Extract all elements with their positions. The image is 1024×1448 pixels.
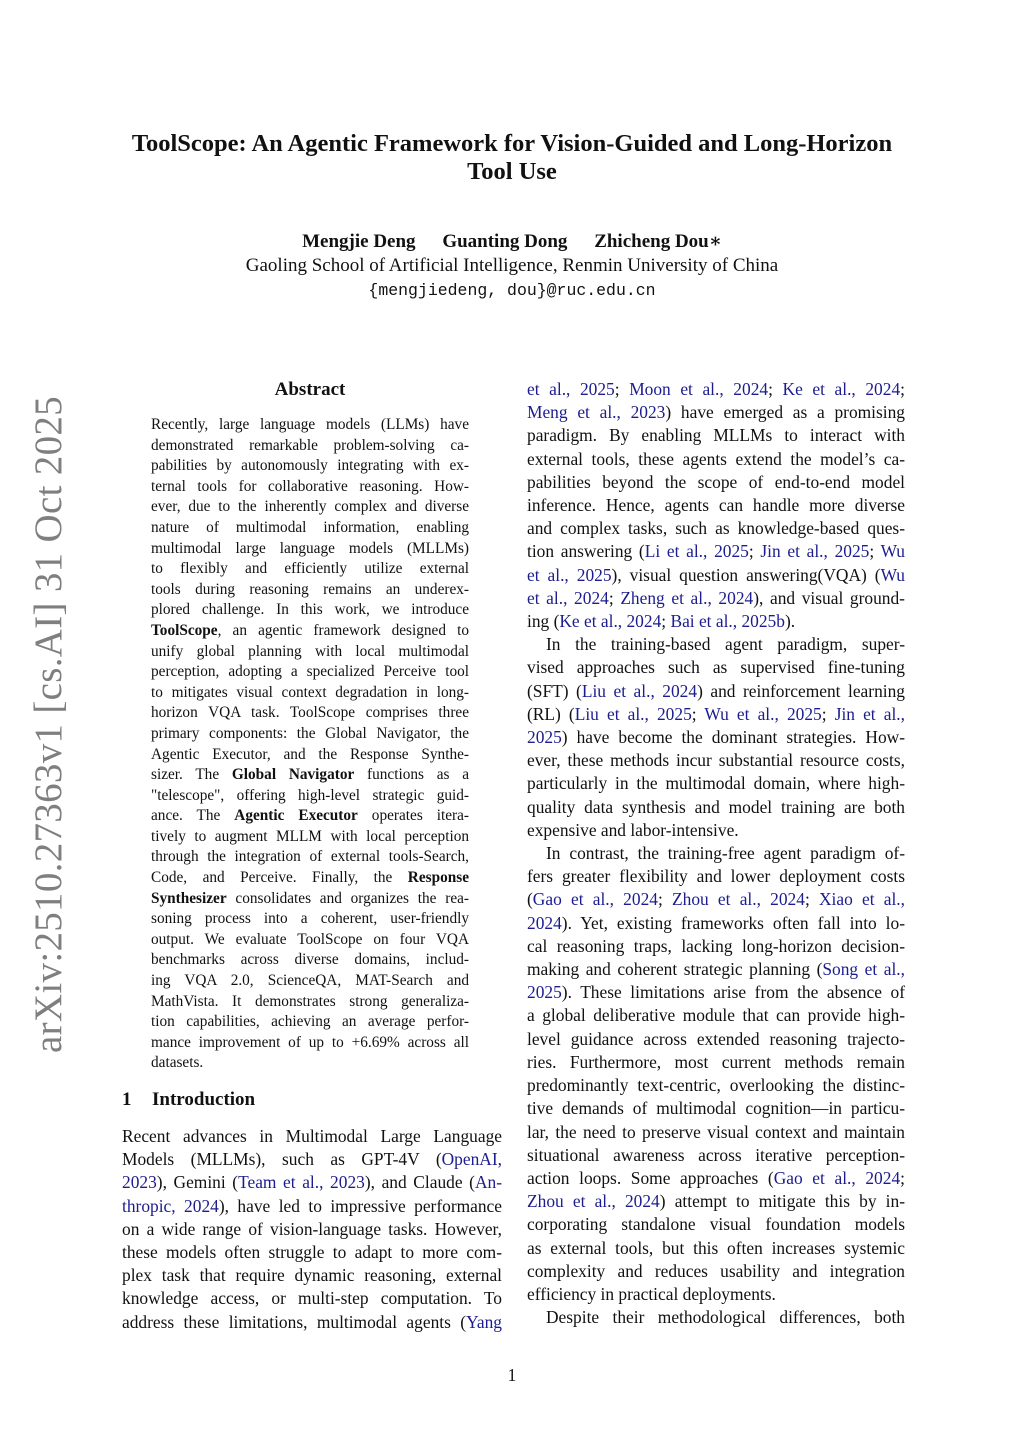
abstract-line: pabilities by autonomously integrating with ex-: [151, 457, 469, 475]
abstract-line: sizer. The Global Navigator functions as a: [151, 766, 469, 784]
abstract-line: tion capabilities, achieving an average perfor-: [151, 1013, 469, 1031]
citation-link[interactable]: Jin et al.,: [834, 703, 905, 724]
body-line: predominantly text-centric, overlooking the distinc-: [527, 1075, 905, 1096]
section-number: 1: [122, 1089, 132, 1110]
citation-link[interactable]: Bai et al., 2025b: [670, 611, 785, 632]
citation-link[interactable]: Moon et al., 2024: [629, 379, 769, 399]
citation-link[interactable]: Wu et al., 2025: [704, 703, 822, 724]
agentic-executor-term: Agentic Executor: [234, 807, 358, 825]
right-column: [527, 378, 905, 1329]
body-line: action loops. Some approaches (Gao et al., 2024;: [527, 1167, 905, 1188]
citation-link[interactable]: OpenAI,: [441, 1149, 502, 1170]
citation-link[interactable]: 2023: [122, 1172, 157, 1193]
body-line: et al., 2025; Moon et al., 2024; Ke et al., 2024;: [527, 379, 905, 399]
body-line: making and coherent strategic planning (Song et al.,: [527, 959, 905, 980]
body-line: paradigm. By enabling MLLMs to interact with: [527, 425, 905, 446]
citation-link[interactable]: An-: [474, 1172, 502, 1193]
author-name: Guanting Dong: [442, 231, 568, 252]
response-term: Response: [407, 869, 469, 887]
citation-link[interactable]: et al., 2024: [527, 587, 609, 608]
body-line: vised approaches such as supervised fine-tuning: [527, 657, 905, 678]
title-line-2: Tool Use: [467, 158, 557, 185]
abstract-line: nature of multimodal information, enabling: [151, 518, 469, 536]
body-line: tion answering (Li et al., 2025; Jin et al., 2025; Wu: [527, 541, 905, 562]
citation-link[interactable]: Gao et al., 2024: [532, 889, 658, 910]
page-number: 1: [507, 1365, 517, 1385]
body-line: efficiency in practical deployments.: [527, 1283, 776, 1304]
body-line: 2025). These limitations arise from the absence of: [527, 982, 905, 1003]
title-line-1: ToolScope: An Agentic Framework for Vision-Guided and Long-Horizon: [131, 130, 893, 157]
body-line: ries. Furthermore, most current methods remain: [527, 1051, 905, 1072]
body-line: tive demands of multimodal cognition—in particu-: [527, 1098, 905, 1119]
body-line: Models (MLLMs), such as GPT-4V (OpenAI,: [122, 1149, 502, 1170]
introduction-left-column: [122, 1125, 502, 1334]
abstract-line: tools during reasoning remains an underex-: [151, 580, 469, 598]
citation-link[interactable]: thropic, 2024: [122, 1195, 219, 1216]
body-line: ing (Ke et al., 2024; Bai et al., 2025b).: [527, 611, 796, 632]
body-line: (SFT) (Liu et al., 2024) and reinforcement learning: [527, 680, 905, 701]
citation-link[interactable]: Liu et al., 2025: [574, 703, 692, 724]
body-line: thropic, 2024), have led to impressive performance: [122, 1195, 502, 1216]
body-line: et al., 2024; Zheng et al., 2024), and visual ground-: [527, 587, 905, 608]
paper-title: [100, 130, 924, 186]
abstract-line: ance. The Agentic Executor operates itera-: [151, 807, 469, 825]
body-line: external tools, these agents extend the model’s ca-: [527, 448, 905, 469]
citation-link[interactable]: Team et al., 2023: [238, 1172, 365, 1193]
abstract-line: ToolScope, an agentic framework designed to: [151, 621, 469, 639]
author-email: {mengjiedeng, dou}@ruc.edu.cn: [368, 281, 656, 300]
synthesizer-term: Synthesizer: [151, 889, 227, 907]
abstract-line: Code, and Perceive. Finally, the Response: [151, 869, 469, 887]
citation-link[interactable]: et al., 2025: [527, 379, 615, 399]
body-line: In contrast, the training-free agent paradigm of-: [546, 843, 905, 864]
citation-link[interactable]: Ke et al., 2024: [559, 611, 662, 632]
citation-link[interactable]: Zhou et al., 2024: [527, 1191, 660, 1212]
citation-link[interactable]: 2024: [527, 912, 562, 933]
body-line: quality data synthesis and model training are both: [527, 796, 905, 817]
abstract-line: soning process into a coherent, user-friendly: [151, 910, 469, 928]
citation-link[interactable]: Meng et al., 2023: [527, 402, 666, 423]
body-line: 2023), Gemini (Team et al., 2023), and Claude (An-: [122, 1172, 502, 1193]
author-name: Zhicheng Dou∗: [594, 231, 722, 252]
citation-link[interactable]: Jin et al., 2025: [760, 541, 870, 562]
abstract-line: perception, adopting a specialized Perceive tool: [151, 663, 469, 681]
global-navigator-term: Global Navigator: [231, 766, 355, 784]
abstract-line: primary components: the Global Navigator, the: [151, 724, 469, 742]
citation-link[interactable]: Liu et al., 2024: [581, 680, 698, 701]
body-line: fers greater flexibility and lower deployment costs: [527, 866, 905, 887]
body-line: knowledge access, or multi-step computation. To: [122, 1288, 502, 1309]
abstract-line: output. We evaluate ToolScope on four VQA: [151, 930, 469, 948]
body-line: In the training-based agent paradigm, super-: [546, 634, 905, 655]
body-line: et al., 2025), visual question answering(VQA) (Wu: [527, 564, 905, 585]
body-line: level guidance across extended reasoning trajecto-: [527, 1028, 905, 1049]
abstract-line: ternal tools for collaborative reasoning. How-: [151, 477, 469, 495]
citation-link[interactable]: 2025: [527, 727, 562, 748]
abstract-line: benchmarks across diverse domains, includ-: [151, 951, 469, 969]
body-line: a global deliberative module that can provide high-: [527, 1005, 905, 1026]
body-line: inference. Hence, agents can handle more diverse: [527, 495, 905, 516]
section-title: Introduction: [152, 1089, 256, 1110]
citation-link[interactable]: Song et al.,: [822, 959, 905, 980]
abstract-line: multimodal large language models (MLLMs): [151, 539, 469, 557]
body-line: corporating standalone visual foundation models: [527, 1214, 905, 1235]
abstract-line: ing VQA 2.0, ScienceQA, MAT-Search and: [151, 972, 469, 990]
body-line: these models often struggle to adapt to more com-: [122, 1242, 502, 1263]
body-line: Despite their methodological differences, both: [546, 1307, 905, 1328]
body-line: particularly in the multimodal domain, where high-: [527, 773, 905, 794]
body-line: 2024). Yet, existing frameworks often fall into lo-: [527, 912, 905, 933]
arxiv-stamp-text: arXiv:2510.27363v1 [cs.AI] 31 Oct 2025: [26, 395, 70, 1053]
citation-link[interactable]: Zhou et al., 2024: [672, 889, 805, 910]
section-heading-introduction: [122, 1088, 502, 1112]
abstract-line: datasets.: [151, 1054, 204, 1072]
citation-link[interactable]: Yang: [466, 1311, 502, 1332]
author-list: [100, 230, 924, 254]
abstract-line: Recently, large language models (LLMs) have: [151, 416, 469, 433]
body-line: lar, the need to preserve visual context and maintain: [527, 1121, 905, 1142]
body-line: pabilities beyond the scope of end-to-end model: [527, 471, 905, 492]
abstract-line: ever, due to the inherently complex and diverse: [151, 498, 469, 516]
citation-link[interactable]: Ke et al., 2024: [782, 379, 901, 399]
citation-link[interactable]: Wu: [880, 564, 905, 585]
citation-link[interactable]: 2025: [527, 982, 562, 1003]
abstract-line: tively to augment MLLM with local perception: [151, 827, 469, 845]
body-line: 2025) have become the dominant strategies. How-: [527, 727, 905, 748]
abstract-line: mance improvement of up to +6.69% across all: [151, 1033, 469, 1051]
body-line: expensive and labor-intensive.: [527, 819, 739, 840]
body-line: cal reasoning traps, lacking long-horizon decision-: [527, 935, 905, 956]
author-name: Mengjie Deng: [302, 231, 416, 252]
body-line: and complex tasks, such as knowledge-based ques-: [527, 518, 905, 539]
abstract-line: through the integration of external tools-Search,: [151, 848, 469, 866]
abstract-heading: Abstract: [274, 379, 346, 400]
abstract-line: MathVista. It demonstrates strong generaliza-: [151, 992, 469, 1010]
citation-link[interactable]: Li et al., 2025: [644, 541, 749, 562]
body-line: address these limitations, multimodal agents (Yang: [122, 1311, 502, 1332]
citation-link[interactable]: Gao et al., 2024: [773, 1167, 901, 1188]
body-line: complexity and reduces usability and integration: [527, 1260, 905, 1281]
body-line: Meng et al., 2023) have emerged as a promising: [527, 402, 905, 423]
affiliation: Gaoling School of Artificial Intelligence, Renmin University of China: [245, 255, 779, 276]
abstract-line: to flexibly and efficiently utilize external: [151, 560, 469, 578]
abstract-line: Synthesizer consolidates and organizes the rea-: [151, 889, 469, 907]
abstract-line: "telescope", offering high-level strategic guid-: [151, 786, 469, 804]
citation-link[interactable]: et al., 2025: [527, 564, 612, 585]
arxiv-stamp: [26, 395, 70, 1053]
abstract-body: [151, 415, 469, 1074]
abstract-line: Agentic Executor, and the Response Synthe-: [151, 745, 469, 763]
body-line: ever, these methods incur substantial resource costs,: [527, 750, 905, 771]
citation-link[interactable]: Xiao et al.,: [818, 889, 905, 910]
abstract-line: to mitigates visual context degradation in long-: [151, 683, 469, 701]
body-line: as external tools, but this often increases systemic: [527, 1237, 905, 1258]
body-line: plex task that require dynamic reasoning, external: [122, 1265, 502, 1286]
citation-link[interactable]: Wu: [880, 541, 905, 562]
body-line: Zhou et al., 2024) attempt to mitigate this by in-: [527, 1191, 905, 1212]
abstract-line: demonstrated remarkable problem-solving ca-: [151, 436, 469, 454]
abstract-line: horizon VQA task. ToolScope comprises three: [151, 704, 469, 722]
abstract-line: unify global planning with local multimodal: [151, 642, 469, 660]
body-line: (Gao et al., 2024; Zhou et al., 2024; Xiao et al.,: [527, 889, 905, 910]
abstract-line: plored challenge. In this work, we introduce: [151, 601, 469, 619]
body-line: (RL) (Liu et al., 2025; Wu et al., 2025; Jin et al.,: [527, 703, 905, 724]
toolscope-term: ToolScope: [151, 621, 218, 639]
citation-link[interactable]: Zheng et al., 2024: [620, 587, 754, 608]
body-line: on a wide range of vision-language tasks. However,: [122, 1218, 502, 1239]
body-line: Recent advances in Multimodal Large Language: [122, 1126, 502, 1146]
body-line: situational awareness across iterative perception-: [527, 1144, 905, 1165]
